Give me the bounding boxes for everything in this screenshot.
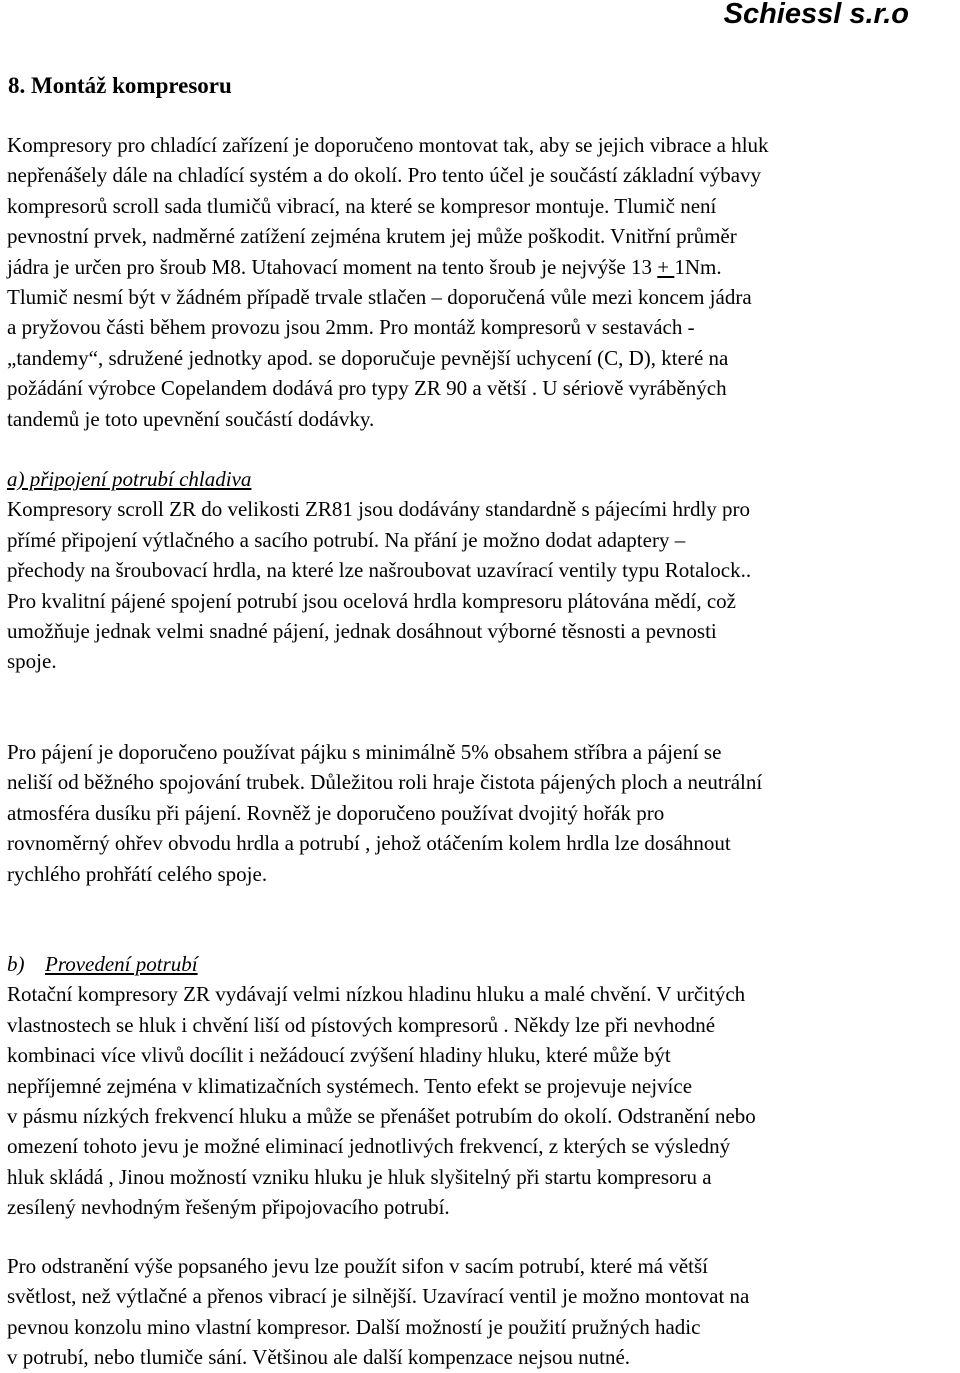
text-line: pevnou konzolu mino vlastní kompresor. Další možností je použití pružných hadic xyxy=(7,1314,701,1339)
text-line: Pro pájení je doporučeno používat pájku s minimálně 5% obsahem stříbra a pájení se xyxy=(7,740,722,764)
text-line: a pryžovou části během provozu jsou 2mm. Pro montáž kompresorů v sestavách - xyxy=(7,315,695,340)
intro-paragraph xyxy=(7,130,960,434)
text-line: Kompresory pro chladící zařízení je doporučeno montovat tak, aby se jejich vibrace a hluk xyxy=(7,133,769,157)
text-line: v potrubí, nebo tlumiče sání. Většinou ale další kompenzace nejsou nutné. xyxy=(7,1345,631,1370)
section-b-label: b) xyxy=(7,952,25,976)
brazing-paragraph xyxy=(7,737,960,889)
text-line: kombinaci více vlivů docílit i nežádoucí zvýšení hladiny hluku, které může být xyxy=(7,1043,671,1068)
text-line: v pásmu nízkých frekvencí hluku a může se přenášet potrubím do okolí. Odstranění nebo xyxy=(7,1103,756,1128)
text-line: Tlumič nesmí být v žádném případě trvale stlačen – doporučená vůle mezi koncem jádra xyxy=(7,284,752,309)
text-line: rovnoměrný ohřev obvodu hrdla a potrubí , jehož otáčením kolem hrdla lze dosáhnout xyxy=(7,831,731,856)
text-line: přechody na šroubovací hrdla, na které lze našroubovat uzavírací ventily typu Rotalock.. xyxy=(7,558,752,583)
text-line: nepřenášely dále na chladící systém a do okolí. Pro tento účel je součástí základní výbavy xyxy=(7,163,762,188)
text-line: Rotační kompresory ZR vydávají velmi nízkou hladinu hluku a malé chvění. V určitých xyxy=(7,982,746,1007)
text-segment: jádra je určen pro šroub M8. Utahovací moment na tento šroub je nejvýše 13 xyxy=(7,254,658,279)
text-line: vlastnostech se hluk i chvění liší od pístových kompresorů . Někdy lze při nevhodné xyxy=(7,1012,716,1037)
text-line: „tandemy“, sdružené jednotky apod. se doporučuje pevnější uchycení (C, D), které na xyxy=(7,345,729,370)
text-line: atmosféra dusíku při pájení. Rovněž je doporučeno používat dvojitý hořák pro xyxy=(7,800,665,825)
section-b xyxy=(7,949,960,1223)
torque-unit: 1Nm. xyxy=(674,254,722,279)
text-line: nepříjemné zejména v klimatizačních systémech. Tento efekt se projevuje nejvíce xyxy=(7,1073,693,1098)
text-line: Pro kvalitní pájené spojení potrubí jsou ocelová hrdla kompresoru plátována mědí, což xyxy=(7,588,736,613)
closing-paragraph xyxy=(7,1251,960,1373)
text-line: zesílený nevhodným řešeným připojovacího potrubí. xyxy=(7,1195,450,1220)
text-line: spoje. xyxy=(7,649,57,674)
text-line: rychlého prohřátí celého spoje. xyxy=(7,861,268,886)
section-a-heading: a) připojení potrubí chladiva xyxy=(7,467,252,491)
section-title: 8. Montáž kompresoru xyxy=(8,73,232,98)
text-line: Kompresory scroll ZR do velikosti ZR81 jsou dodávány standardně s pájecími hrdly pro xyxy=(7,497,751,522)
text-line: Pro odstranění výše popsaného jevu lze použít sifon v sacím potrubí, které má větší xyxy=(7,1254,709,1278)
text-line: přímé připojení výtlačného a sacího potrubí. Na přání je možno dodat adaptery – xyxy=(7,527,686,552)
text-line: kompresorů scroll sada tlumičů vibrací, na které se kompresor montuje. Tlumič není xyxy=(7,193,717,218)
text-line: pevnostní prvek, nadměrné zatížení zejména krutem jej může poškodit. Vnitřní průměr xyxy=(7,224,737,249)
section-a xyxy=(7,464,960,677)
text-line: tandemů je toto upevnění součástí dodávky. xyxy=(7,406,375,431)
text-line: omezení tohoto jevu je možné eliminací jednotlivých frekvencí, z kterých se výsledný xyxy=(7,1134,731,1159)
section-b-title: Provedení potrubí xyxy=(45,952,198,976)
company-brand: Schiessl s.r.o xyxy=(723,0,909,30)
section-b-heading xyxy=(7,949,960,979)
text-line: světlost, než výtlačné a přenos vibrací je silnější. Uzavírací ventil je možno montovat na xyxy=(7,1284,750,1309)
text-line: umožňuje jednak velmi snadné pájení, jednak dosáhnout výborné těsnosti a pevnosti xyxy=(7,618,717,643)
text-line: hluk skládá , Jinou možností vzniku hluku je hluk slyšitelný při startu kompresoru a xyxy=(7,1164,712,1189)
text-line: neliší od běžného spojování trubek. Důležitou roli hraje čistota pájených ploch a neutrální xyxy=(7,770,763,795)
text-line: požádání výrobce Copelandem dodává pro typy ZR 90 a větší . U sériově vyráběných xyxy=(7,376,727,401)
text-line xyxy=(7,252,960,282)
plus-minus-sign: + xyxy=(657,254,675,279)
